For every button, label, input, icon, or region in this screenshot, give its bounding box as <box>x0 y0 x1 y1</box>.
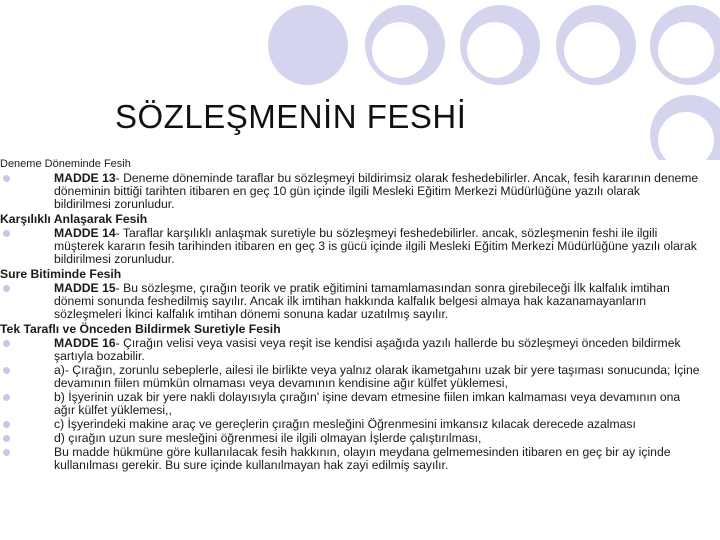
bullet-icon <box>3 175 10 182</box>
article-text: - Taraflar karşılıklı anlaşmak suretiyle bu sözleşmeyi feshedebilirler. ancak, sözleşmenin feshi ile ilgili müşterek kararın fesih tarihinden itibaren en geç 3 is gücü içinde ilgili Mesleki Eğitim Merkezi Müdürlüğüne yazılı olarak bildirilmesi zorunludur. <box>54 226 697 266</box>
section-heading: Sure Bitiminde Fesih <box>0 267 122 281</box>
bullet-icon <box>3 394 10 401</box>
page-title: SÖZLEŞMENİN FESHİ <box>115 98 467 135</box>
decorative-circles <box>0 0 720 160</box>
item-text: d) çırağın uzun sure mesleğini öğrenmesi ile ilgili olmayan İşlerde çalıştırılması, <box>54 431 482 445</box>
bullet-icon <box>3 285 10 292</box>
bullet-icon <box>3 340 10 347</box>
bullet-icon <box>3 449 10 456</box>
section-heading: Tek Taraflı ve Önceden Bildirmek Suretiyle Fesih <box>0 322 281 336</box>
article-text: - Çırağın velisi veya vasisi veya reşit ise kendisi aşağıda yazılı hallerde bu sözleşmeyi önceden bildirmek şartıyla bozabilir. <box>54 336 681 363</box>
list-item <box>0 364 700 390</box>
decor-circle <box>268 5 348 85</box>
list-item <box>0 391 700 417</box>
item-text: Bu madde hükmüne göre kullanılacak fesih hakkının, olayın meydana gelmemesinden itibaren en geç bir ay içinde kullanılması gerekir. Bu sure içinde kullanılmayan hak zayi edilmiş sayılır. <box>54 445 671 472</box>
article-label: MADDE 16 <box>54 336 116 350</box>
article-text: - Bu sözleşme, çırağın teorik ve pratik eğitimini tamamlamasından sonra girebileceği İlk kalfalık imtihan dönemi sonunda feshedilmiş sayılır. Ancak ilk imtihan hakkında kalfalık belgesi almaya hak kazanamayanların sözleşmeleri İkinci kalfalık imtihan dönemi sonuna kadar uzatılmış sayılır. <box>54 281 670 321</box>
article-label: MADDE 13 <box>54 171 116 185</box>
bullet-icon <box>3 421 10 428</box>
article-label: MADDE 14 <box>54 226 116 240</box>
list-item <box>0 282 700 321</box>
section-heading: Karşılıklı Anlaşarak Fesih <box>0 212 148 226</box>
list-item <box>0 432 700 445</box>
list-item <box>0 418 700 431</box>
list-item <box>0 446 700 472</box>
section-heading: Deneme Döneminde Fesih <box>0 158 131 170</box>
document-body <box>0 156 700 472</box>
item-text: a)- Çırağın, zorunlu sebeplerle, ailesi ile birlikte veya yalnız olarak ikametgahını uzak bir yere taşıması sonucunda; İçine devamının fiilen mümkün olmaması veya devamının kendisine ağır külfet yüklemesi, <box>54 363 700 390</box>
article-label: MADDE 15 <box>54 281 116 295</box>
bullet-icon <box>3 367 10 374</box>
item-text: c) İşyerindeki makine araç ve gereçlerin çırağın mesleğini Öğrenmesini imkansız kılacak derecede azalması <box>54 417 636 431</box>
list-item <box>0 172 700 211</box>
list-item <box>0 227 700 266</box>
article-text: - Deneme döneminde taraflar bu sözleşmeyi bildirimsiz olarak feshedebilirler. Ancak, fesih kararının deneme döneminin bittiği tarihten itibaren en geç 10 gün içinde ilgili Mesleki Eğitim Merkezi Müdürlüğüne yazılı olarak bildirilmesi zorunludur. <box>54 171 699 211</box>
bullet-icon <box>3 435 10 442</box>
bullet-icon <box>3 230 10 237</box>
item-text: b) İşyerinin uzak bir yere nakli dolayısıyla çırağın' işine devam etmesine fiilen imkan kalmaması veya devamının ona ağır külfet yüklemesi,, <box>54 390 681 417</box>
list-item <box>0 337 700 363</box>
